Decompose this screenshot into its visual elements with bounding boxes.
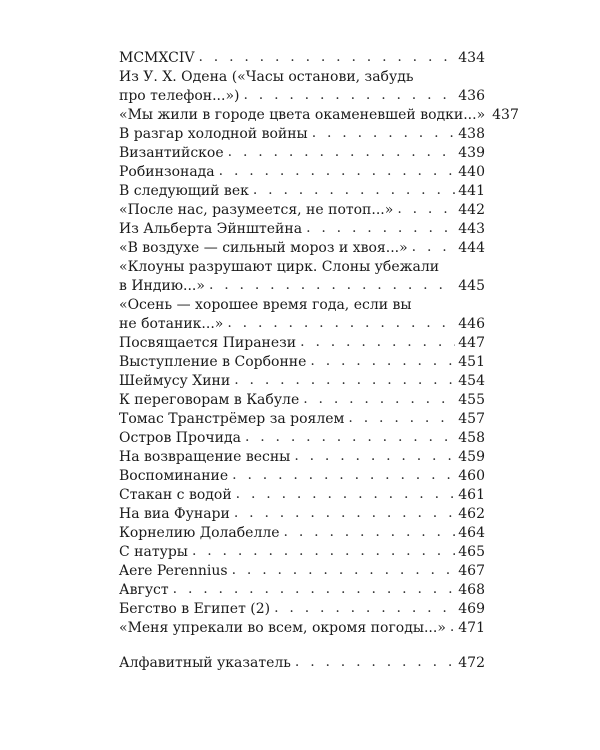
- toc-entry-title: «В воздухе — сильный мороз и хвоя...»: [119, 240, 408, 256]
- toc-entry[interactable]: [119, 163, 485, 182]
- toc-entry-page: 451: [458, 354, 485, 370]
- toc-entry[interactable]: [119, 581, 485, 600]
- toc-entry[interactable]: [119, 619, 485, 638]
- toc-entry-title: Остров Прочида: [119, 430, 241, 446]
- toc-entry-page: 469: [458, 601, 485, 617]
- toc-entry-title: Византийское: [119, 145, 224, 161]
- toc-entry-title: Стакан с водой: [119, 487, 232, 503]
- toc-entry-page: 455: [458, 392, 485, 408]
- dot-leader: [412, 238, 456, 257]
- toc-entry[interactable]: [119, 524, 485, 543]
- toc-entry-page: 458: [458, 430, 485, 446]
- toc-entry-title: про телефон...»): [119, 88, 240, 104]
- dot-leader: [306, 219, 455, 238]
- toc-entry-page: 447: [458, 335, 485, 351]
- dot-leader: [245, 428, 455, 447]
- toc-entry-title: MCMXCIV: [119, 50, 195, 66]
- toc-entry-title: в Индию...»: [119, 278, 205, 294]
- dot-leader: [253, 181, 455, 200]
- toc-entry[interactable]: [119, 239, 485, 258]
- toc-entry-page: 459: [458, 449, 485, 465]
- dot-leader: [284, 523, 456, 542]
- toc-entry-title: На возвращение весны: [119, 449, 291, 465]
- toc-entry[interactable]: [119, 562, 485, 581]
- toc-entry-page: 438: [458, 126, 485, 142]
- toc-entry[interactable]: [119, 543, 485, 562]
- table-of-contents: [119, 49, 519, 673]
- toc-entry-page: 464: [458, 525, 485, 541]
- toc-entry-title: В разгар холодной войны: [119, 126, 308, 142]
- toc-entry-title-line: «Клоуны разрушают цирк. Слоны убежали: [119, 259, 440, 275]
- toc-entry-title: Алфавитный указатель: [119, 655, 291, 671]
- toc-entry-title: Выступление в Сорбонне: [119, 354, 307, 370]
- section-gap: [119, 638, 485, 654]
- dot-leader: [450, 618, 455, 637]
- toc-entry-page: 465: [458, 544, 485, 560]
- toc-entry[interactable]: [119, 125, 485, 144]
- toc-entry-title: Август: [119, 582, 169, 598]
- toc-entry-title: С натуры: [119, 544, 188, 560]
- toc-entry-title: «Меня упрекали во всем, окромя погоды...»: [119, 620, 446, 636]
- toc-entry[interactable]: [119, 296, 485, 334]
- dot-leader: [198, 48, 455, 67]
- toc-entry-title: «Мы жили в городе цвета окаменевшей водки...»: [119, 107, 486, 123]
- toc-entry-page: 444: [458, 240, 485, 256]
- toc-entry-page: 436: [458, 88, 485, 104]
- dot-leader: [228, 143, 456, 162]
- dot-leader: [232, 466, 455, 485]
- toc-entry[interactable]: [119, 201, 485, 220]
- toc-entry-title: В следующий век: [119, 183, 249, 199]
- toc-entry-title: На виа Фунари: [119, 506, 230, 522]
- dot-leader: [173, 580, 456, 599]
- toc-entry-title: Посвящается Пиранези: [119, 335, 297, 351]
- toc-entry-title-line: «Осень — хорошее время года, если вы: [119, 297, 412, 313]
- toc-entry-page: 467: [458, 563, 485, 579]
- toc-entry-title: Шеймусу Хини: [119, 373, 231, 389]
- dot-leader: [219, 162, 456, 181]
- toc-entry-page: 439: [458, 145, 485, 161]
- dot-leader: [312, 124, 456, 143]
- toc-entry[interactable]: [119, 600, 485, 619]
- toc-entry-title: Из Альберта Эйнштейна: [119, 221, 303, 237]
- dot-leader: [227, 314, 455, 333]
- toc-entry-page: 472: [458, 655, 485, 671]
- toc-entry[interactable]: [119, 68, 485, 106]
- dot-leader: [209, 276, 455, 295]
- toc-entry-title: К переговорам в Кабуле: [119, 392, 300, 408]
- toc-entry-page: 443: [458, 221, 485, 237]
- toc-entry-title: Aere Perennius: [119, 563, 228, 579]
- toc-entry-page: 461: [458, 487, 485, 503]
- dot-leader: [236, 485, 456, 504]
- dot-leader: [295, 653, 455, 672]
- dot-leader: [234, 371, 455, 390]
- toc-entry[interactable]: [119, 391, 485, 410]
- toc-entry-page: 462: [458, 506, 485, 522]
- toc-entry-title: Робинзонада: [119, 164, 215, 180]
- toc-entry-title: Корнелию Долабелле: [119, 525, 280, 541]
- dot-leader: [232, 561, 456, 580]
- toc-entry-title: не ботаник...»: [119, 316, 224, 332]
- toc-entry-page: 460: [458, 468, 485, 484]
- dot-leader: [234, 504, 455, 523]
- toc-entry-page: 442: [458, 202, 485, 218]
- dot-leader: [303, 390, 455, 409]
- toc-entry-page: 468: [458, 582, 485, 598]
- toc-entry-page: 471: [458, 620, 485, 636]
- dot-leader: [243, 86, 455, 105]
- toc-entry-title-line: Из У. Х. Одена («Часы останови, забудь: [119, 69, 414, 85]
- toc-entry-page: 441: [458, 183, 485, 199]
- toc-entry-page: 445: [458, 278, 485, 294]
- toc-entry-index[interactable]: [119, 654, 485, 673]
- toc-entry[interactable]: [119, 467, 485, 486]
- toc-entry[interactable]: [119, 448, 485, 467]
- toc-entry[interactable]: [119, 505, 485, 524]
- toc-entry-title: Бегство в Египет (2): [119, 601, 271, 617]
- toc-entry[interactable]: [119, 182, 485, 201]
- toc-entry[interactable]: [119, 220, 485, 239]
- toc-entry[interactable]: [119, 410, 485, 429]
- toc-entry-page: 440: [458, 164, 485, 180]
- toc-entry-page: 446: [458, 316, 485, 332]
- toc-entry[interactable]: [119, 144, 485, 163]
- toc-entry[interactable]: [119, 353, 485, 372]
- toc-entry-page: 457: [458, 411, 485, 427]
- toc-entry[interactable]: [119, 334, 485, 353]
- dot-leader: [274, 599, 455, 618]
- toc-entry[interactable]: [119, 372, 485, 391]
- dot-leader: [192, 542, 455, 561]
- dot-leader: [310, 352, 455, 371]
- toc-entry-page: 437: [492, 107, 519, 123]
- dot-leader: [294, 447, 455, 466]
- toc-entry-title: «После нас, разумеется, не потоп...»: [119, 202, 394, 218]
- toc-entry-page: 434: [458, 50, 485, 66]
- toc-entry[interactable]: [119, 486, 485, 505]
- toc-entry[interactable]: [119, 106, 519, 125]
- dot-leader: [397, 200, 455, 219]
- toc-entry-title: Воспоминание: [119, 468, 229, 484]
- toc-entry-page: 454: [458, 373, 485, 389]
- dot-leader: [348, 409, 455, 428]
- toc-entry-title: Томас Транстрёмер за роялем: [119, 411, 345, 427]
- toc-entry[interactable]: [119, 258, 485, 296]
- toc-entry[interactable]: [119, 429, 485, 448]
- toc-entry[interactable]: [119, 49, 485, 68]
- dot-leader: [300, 333, 455, 352]
